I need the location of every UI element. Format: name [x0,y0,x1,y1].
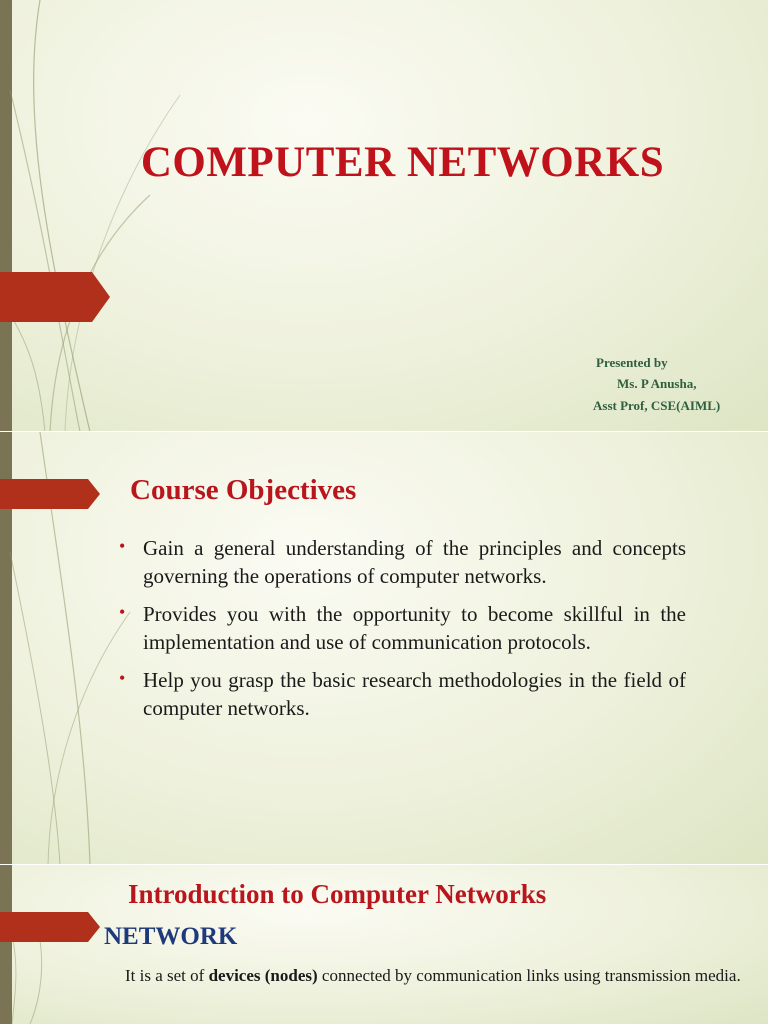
presented-by-label: Presented by [596,355,668,370]
network-subheading: NETWORK [104,923,238,950]
list-item: • Provides you with the opportunity to become skillful in the implementation and use of communication protocols. [114,600,686,656]
introduction-slide [0,865,768,1024]
list-item: • Help you grasp the basic research methodologies in the field of computer networks. [114,666,686,722]
decorative-curves [0,0,200,432]
list-item: • Gain a general understanding of the principles and concepts governing the operations of computer networks. [114,534,686,590]
bullet-icon: • [119,668,126,688]
accent-arrow-tab [0,912,100,942]
slide-title: COMPUTER NETWORKS [140,139,665,186]
accent-arrow-tab [0,479,100,509]
bullet-icon: • [119,602,126,622]
list-item: It is a set of devices (nodes) connected by communication links using transmission media. [125,966,741,985]
bullet-icon: • [119,536,126,556]
accent-arrow-tab [0,272,110,322]
presenter-role: Asst Prof, CSE(AIML) [593,398,721,413]
network-definition-list [103,964,748,995]
objectives-list [114,534,686,732]
presenter-name: Ms. P Anusha, [617,376,697,391]
course-objectives-slide [0,432,768,865]
title-slide [0,0,768,432]
section-heading: Introduction to Computer Networks [128,879,547,909]
section-heading: Course Objectives [130,474,357,506]
